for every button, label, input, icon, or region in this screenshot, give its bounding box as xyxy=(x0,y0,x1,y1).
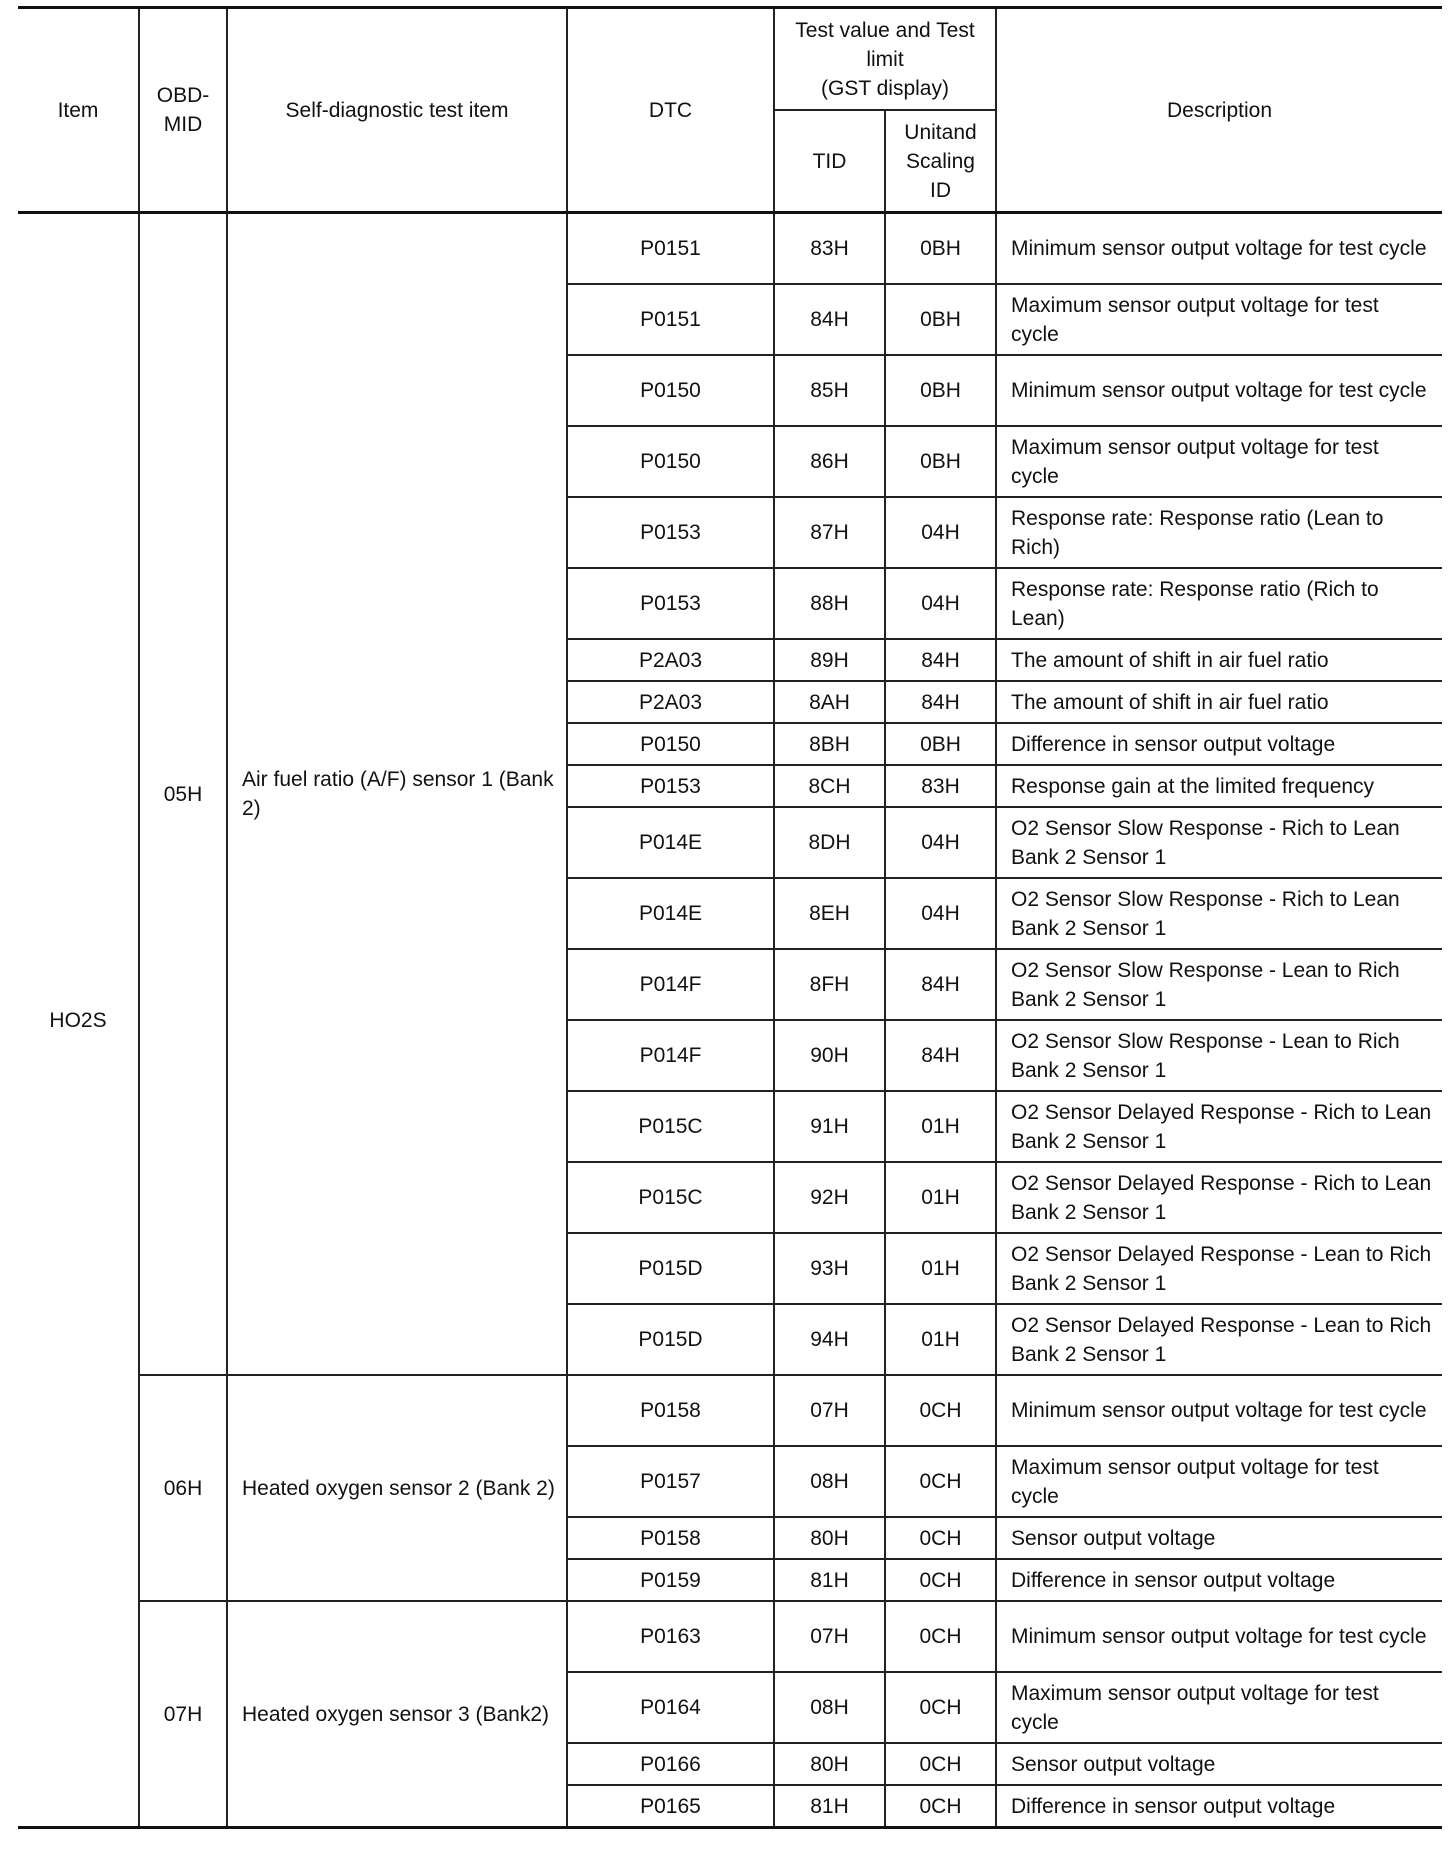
description-cell: O2 Sensor Delayed Response - Lean to Rich Bank 2 Sensor 1 xyxy=(996,1233,1442,1304)
dtc-cell: P015C xyxy=(567,1162,774,1233)
table-header-row xyxy=(18,8,1442,111)
description-cell: O2 Sensor Delayed Response - Rich to Lean Bank 2 Sensor 1 xyxy=(996,1091,1442,1162)
unit-scaling-cell: 84H xyxy=(885,681,996,723)
tid-cell: 83H xyxy=(774,213,885,285)
description-cell: O2 Sensor Delayed Response - Rich to Lean Bank 2 Sensor 1 xyxy=(996,1162,1442,1233)
dtc-cell: P0150 xyxy=(567,355,774,426)
description-cell: Maximum sensor output voltage for test cycle xyxy=(996,284,1442,355)
unit-scaling-cell: 0CH xyxy=(885,1785,996,1828)
dtc-cell: P014F xyxy=(567,1020,774,1091)
dtc-cell: P0151 xyxy=(567,213,774,285)
tid-cell: 87H xyxy=(774,497,885,568)
unit-scaling-cell: 0CH xyxy=(885,1672,996,1743)
header-obd-mid: OBD- MID xyxy=(139,8,227,213)
unit-scaling-cell: 0CH xyxy=(885,1743,996,1785)
item-cell: HO2S xyxy=(18,213,139,1828)
dtc-cell: P0158 xyxy=(567,1517,774,1559)
unit-scaling-cell: 84H xyxy=(885,1020,996,1091)
tid-cell: 81H xyxy=(774,1559,885,1601)
tid-cell: 88H xyxy=(774,568,885,639)
unit-scaling-cell: 04H xyxy=(885,807,996,878)
dtc-cell: P0150 xyxy=(567,723,774,765)
unit-scaling-cell: 84H xyxy=(885,639,996,681)
dtc-cell: P0165 xyxy=(567,1785,774,1828)
description-cell: O2 Sensor Slow Response - Rich to Lean Bank 2 Sensor 1 xyxy=(996,878,1442,949)
dtc-cell: P0163 xyxy=(567,1601,774,1672)
table-row xyxy=(18,213,1442,285)
description-cell: O2 Sensor Slow Response - Rich to Lean Bank 2 Sensor 1 xyxy=(996,807,1442,878)
description-cell: Maximum sensor output voltage for test cycle xyxy=(996,426,1442,497)
dtc-cell: P2A03 xyxy=(567,639,774,681)
header-unit-scaling-id: Unitand Scaling ID xyxy=(885,110,996,213)
dtc-cell: P014F xyxy=(567,949,774,1020)
tid-cell: 93H xyxy=(774,1233,885,1304)
unit-scaling-cell: 0BH xyxy=(885,355,996,426)
tid-cell: 8AH xyxy=(774,681,885,723)
unit-scaling-cell: 01H xyxy=(885,1091,996,1162)
document-page xyxy=(18,6,1442,1829)
obd-test-table xyxy=(18,6,1442,1829)
unit-scaling-cell: 0BH xyxy=(885,426,996,497)
unit-scaling-cell: 0CH xyxy=(885,1446,996,1517)
header-tid: TID xyxy=(774,110,885,213)
table-body xyxy=(18,213,1442,1828)
tid-cell: 80H xyxy=(774,1743,885,1785)
dtc-cell: P0164 xyxy=(567,1672,774,1743)
unit-scaling-cell: 01H xyxy=(885,1162,996,1233)
description-cell: Minimum sensor output voltage for test cycle xyxy=(996,1375,1442,1446)
dtc-cell: P014E xyxy=(567,878,774,949)
header-self-diagnostic-test-item: Self-diagnostic test item xyxy=(227,8,567,213)
self-diagnostic-item-cell: Heated oxygen sensor 2 (Bank 2) xyxy=(227,1375,567,1601)
tid-cell: 89H xyxy=(774,639,885,681)
description-cell: Minimum sensor output voltage for test cycle xyxy=(996,213,1442,285)
unit-scaling-cell: 0BH xyxy=(885,723,996,765)
tid-cell: 85H xyxy=(774,355,885,426)
tid-cell: 84H xyxy=(774,284,885,355)
tid-cell: 07H xyxy=(774,1375,885,1446)
unit-scaling-cell: 84H xyxy=(885,949,996,1020)
dtc-cell: P0151 xyxy=(567,284,774,355)
dtc-cell: P015D xyxy=(567,1304,774,1375)
dtc-cell: P015D xyxy=(567,1233,774,1304)
unit-scaling-cell: 01H xyxy=(885,1304,996,1375)
description-cell: Maximum sensor output voltage for test cycle xyxy=(996,1672,1442,1743)
description-cell: Difference in sensor output voltage xyxy=(996,1559,1442,1601)
dtc-cell: P0150 xyxy=(567,426,774,497)
tid-cell: 90H xyxy=(774,1020,885,1091)
tid-cell: 91H xyxy=(774,1091,885,1162)
unit-scaling-cell: 04H xyxy=(885,497,996,568)
description-cell: O2 Sensor Slow Response - Lean to Rich Bank 2 Sensor 1 xyxy=(996,1020,1442,1091)
unit-scaling-cell: 83H xyxy=(885,765,996,807)
self-diagnostic-item-cell: Air fuel ratio (A/F) sensor 1 (Bank 2) xyxy=(227,213,567,1376)
unit-scaling-cell: 0CH xyxy=(885,1559,996,1601)
unit-scaling-cell: 0CH xyxy=(885,1375,996,1446)
unit-scaling-cell: 0CH xyxy=(885,1517,996,1559)
tid-cell: 07H xyxy=(774,1601,885,1672)
description-cell: Sensor output voltage xyxy=(996,1517,1442,1559)
tid-cell: 8EH xyxy=(774,878,885,949)
description-cell: Response gain at the limited frequency xyxy=(996,765,1442,807)
unit-scaling-cell: 04H xyxy=(885,568,996,639)
description-cell: O2 Sensor Delayed Response - Lean to Rich Bank 2 Sensor 1 xyxy=(996,1304,1442,1375)
description-cell: Difference in sensor output voltage xyxy=(996,723,1442,765)
dtc-cell: P015C xyxy=(567,1091,774,1162)
tid-cell: 08H xyxy=(774,1672,885,1743)
dtc-cell: P0158 xyxy=(567,1375,774,1446)
self-diagnostic-item-cell: Heated oxygen sensor 3 (Bank2) xyxy=(227,1601,567,1828)
unit-scaling-cell: 01H xyxy=(885,1233,996,1304)
tid-cell: 8BH xyxy=(774,723,885,765)
dtc-cell: P2A03 xyxy=(567,681,774,723)
tid-cell: 80H xyxy=(774,1517,885,1559)
header-description: Description xyxy=(996,8,1442,213)
dtc-cell: P0159 xyxy=(567,1559,774,1601)
dtc-cell: P0153 xyxy=(567,497,774,568)
dtc-cell: P0153 xyxy=(567,765,774,807)
obd-mid-cell: 07H xyxy=(139,1601,227,1828)
tid-cell: 8CH xyxy=(774,765,885,807)
description-cell: The amount of shift in air fuel ratio xyxy=(996,639,1442,681)
tid-cell: 08H xyxy=(774,1446,885,1517)
description-cell: Response rate: Response ratio (Lean to Rich) xyxy=(996,497,1442,568)
tid-cell: 86H xyxy=(774,426,885,497)
table-row xyxy=(18,1375,1442,1446)
dtc-cell: P014E xyxy=(567,807,774,878)
tid-cell: 8DH xyxy=(774,807,885,878)
description-cell: Difference in sensor output voltage xyxy=(996,1785,1442,1828)
tid-cell: 94H xyxy=(774,1304,885,1375)
tid-cell: 8FH xyxy=(774,949,885,1020)
table-row xyxy=(18,1601,1442,1672)
description-cell: Minimum sensor output voltage for test cycle xyxy=(996,355,1442,426)
unit-scaling-cell: 0BH xyxy=(885,284,996,355)
obd-mid-cell: 06H xyxy=(139,1375,227,1601)
description-cell: Sensor output voltage xyxy=(996,1743,1442,1785)
description-cell: Maximum sensor output voltage for test cycle xyxy=(996,1446,1442,1517)
description-cell: Minimum sensor output voltage for test cycle xyxy=(996,1601,1442,1672)
header-dtc: DTC xyxy=(567,8,774,213)
dtc-cell: P0153 xyxy=(567,568,774,639)
unit-scaling-cell: 0BH xyxy=(885,213,996,285)
header-test-value-group: Test value and Test limit (GST display) xyxy=(774,8,996,111)
description-cell: Response rate: Response ratio (Rich to Lean) xyxy=(996,568,1442,639)
obd-mid-cell: 05H xyxy=(139,213,227,1376)
unit-scaling-cell: 04H xyxy=(885,878,996,949)
tid-cell: 92H xyxy=(774,1162,885,1233)
dtc-cell: P0157 xyxy=(567,1446,774,1517)
description-cell: O2 Sensor Slow Response - Lean to Rich Bank 2 Sensor 1 xyxy=(996,949,1442,1020)
description-cell: The amount of shift in air fuel ratio xyxy=(996,681,1442,723)
unit-scaling-cell: 0CH xyxy=(885,1601,996,1672)
dtc-cell: P0166 xyxy=(567,1743,774,1785)
header-item: Item xyxy=(18,8,139,213)
tid-cell: 81H xyxy=(774,1785,885,1828)
